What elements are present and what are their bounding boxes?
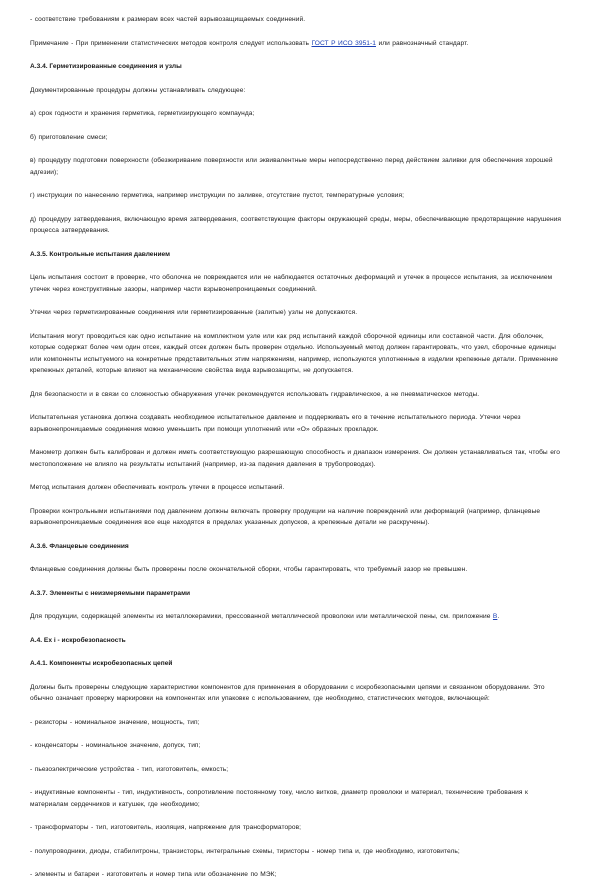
note-text-end: или равнозначный стандарт. [375, 39, 469, 47]
paragraph-test-method: Метод испытания должен обеспечивать контроль утечки в процессе испытаний. [30, 484, 285, 491]
list-item-inductive: - индуктивные компоненты - тип, индуктивность, сопротивление постоянному току, число витков, диаметр проволоки и материал, технические требования к материалам сердечников и катушек, где необходимо; [30, 789, 528, 808]
paragraph-safety: Для безопасности и в связи со сложностью обнаружения утечек рекомендуется использовать гидравлическое, а не пневматическое методы. [30, 390, 480, 398]
heading-a337: А.3.7. Элементы с неизмеряемыми параметрами [30, 589, 191, 597]
list-item-batteries: - элементы и батареи - изготовитель и номер типа или обозначение по МЭК; [30, 871, 277, 878]
paragraph-tests: Испытания могут проводиться как одно испытание на комплектном узле или как ряд испытаний каждой сборочной единицы или составной части. Для оболочек, которые содержат более чем один отсек, каждый отсек должен быть проверен отдельно. Используемый метод должен гарантировать, что узел, сборочные единицы или компоненты испытуемого на конкретные представительных этим напряжениям, например, используются уплотненные в изделии крепежные детали. Применение крепежных деталей, которые влияют на механические свойства вида взрывозащиты, не допускается. [30, 332, 558, 374]
list-item-a: а) срок годности и хранения герметика, герметизирующего компаунда; [30, 110, 255, 117]
paragraph-leaks: Утечки через герметизированные соединения или герметизированные (залитые) узлы не допускаются. [30, 309, 358, 316]
list-item-d: д) процедуру затвердевания, включающую время затвердевания, соответствующие факторы окружающей среды, меры, обеспечивающие предотвращение нарушения процесса затвердевания. [30, 215, 562, 234]
list-item-resistors: - резисторы - номинальное значение, мощность, тип; [30, 718, 200, 726]
items-text-start: Для продукции, содержащей элементы из металлокерамики, прессованной металлической проволоки или металлической пены, см. приложение [30, 613, 493, 620]
list-item-b: б) приготовление смеси; [30, 133, 108, 141]
list-item-semiconductors: - полупроводники, диоды, стабилитроны, транзисторы, интегральные схемы, тиристоры - номер типа и, где необходимо, изготовитель; [30, 847, 460, 855]
paragraph-test-installation: Испытательная установка должна создавать необходимое испытательное давление и поддерживать его в течение испытательного периода. Утечки через взрывонепроницаемые соединения можно уменьшить при помощи уплотнений или «O» образных прокладок. [30, 414, 521, 433]
paragraph-manometer: Манометр должен быть калиброван и должен иметь соответствующую разрешающую способность и диапазон измерения. Он должен устанавливаться так, чтобы его местоположение не влияло на результаты испытаний (например, из-за падения давления в трубопроводах). [30, 449, 560, 468]
heading-a334: А.3.4. Герметизированные соединения и узлы [30, 63, 182, 70]
list-item-piezo: - пьезоэлектрические устройства - тип, изготовитель, емкость; [30, 765, 229, 773]
heading-a335: А.3.5. Контрольные испытания давлением [30, 250, 170, 258]
heading-a4: А.4. Ex i - искробезопасность [30, 636, 126, 644]
items-text-end: . [497, 613, 500, 620]
heading-a41: А.4.1. Компоненты искробезопасных цепей [30, 660, 173, 667]
paragraph-components: Должны быть проверены следующие характеристики компонентов для применения в оборудовании с искробезопасными цепями и связанном оборудовании. Это обычно означает проверку маркировки на компонентах или упаковке с использованием, где необходимо, статистических методов, включающей: [30, 683, 545, 702]
list-item-transformers: - трансформаторы - тип, изготовитель, изоляция, напряжение для трансформаторов; [30, 824, 302, 831]
heading-a336: А.3.6. Фланцевые соединения [30, 542, 129, 550]
paragraph-dimensions: - соответствие требованиям к размерам всех частей взрывозащищаемых соединений. [30, 16, 306, 23]
paragraph-pressure-checks: Проверки контрольными испытаниями под давлением должны включать проверку продукции на наличие повреждений или деформаций (например, фланцевые взрывонепроницаемые соединения все еще находятся в пределах указанных допусков, а крепежные детали не раскручены). [30, 507, 541, 526]
note-statistical-methods [30, 38, 565, 50]
gost-iso-3951-link[interactable]: ГОСТ Р ИСО 3951-1 [311, 39, 376, 47]
paragraph-flange: Фланцевые соединения должны быть проверены после окончательной сборки, чтобы гарантировать, что требуемый зазор не превышен. [30, 566, 468, 573]
note-text-start: Примечание - При применении статистических методов контроля следует использовать [30, 39, 312, 47]
list-item-c: в) процедуру подготовки поверхности (обезжиривание поверхности или эквивалентные меры непосредственно перед действием заливки для обеспечения хорошей адгезии); [30, 157, 553, 176]
paragraph-non-measurable [30, 611, 565, 623]
paragraph-test-goal: Цель испытания состоит в проверке, что оболочка не повреждается или не наблюдается остаточных деформаций и утечек в процессе испытания, за исключением утечек через конструктивные зазоры, например части взрывонепроницаемых соединений. [30, 274, 553, 293]
appendix-v-link[interactable]: В [492, 613, 498, 620]
list-item-g: г) инструкции по нанесению герметика, например инструкции по заливке, отсутствие пустот, температурные условия; [30, 192, 405, 199]
list-item-capacitors: - конденсаторы - номинальное значение, допуск, тип; [30, 742, 201, 749]
paragraph-documented-procedures: Документированные процедуры должны устанавливать следующее: [30, 86, 246, 94]
